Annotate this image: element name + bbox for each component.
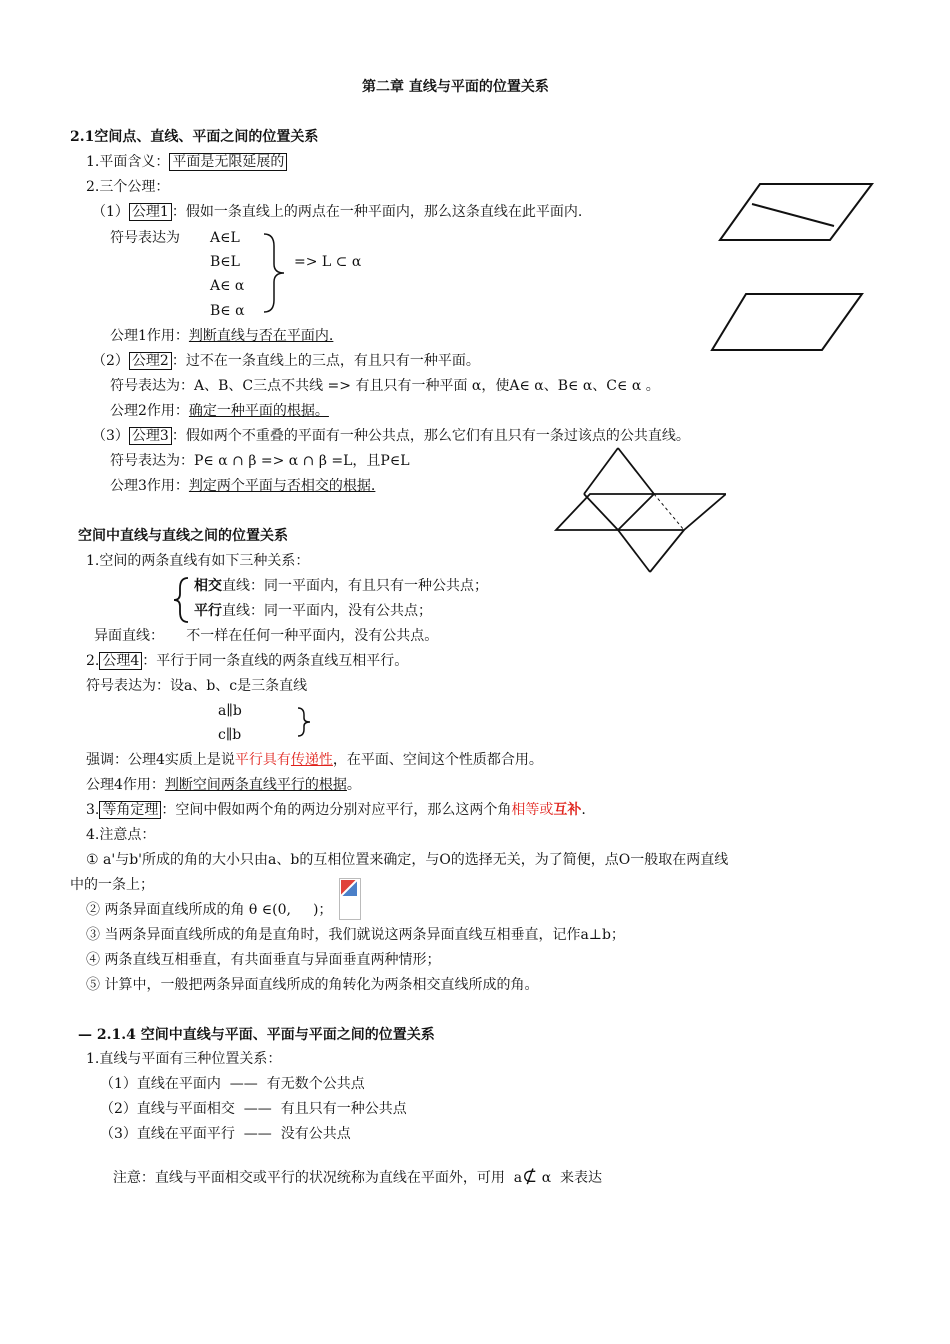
axiom-index: （3） xyxy=(92,428,129,444)
axiom-1-line-3: A∈ α xyxy=(210,278,245,294)
axiom-box: 公理3 xyxy=(129,427,172,445)
use-text: 判断直线与否在平面内. xyxy=(188,328,334,344)
axiom-4-symbol: 符号表达为：设a、b、c是三条直线 xyxy=(86,678,308,694)
intersecting-planes-figure xyxy=(554,446,726,574)
note-2 xyxy=(86,901,332,919)
use-label: 公理3作用： xyxy=(110,478,189,494)
axiom-text: ：假如两个不重叠的平面有一种公共点，那么它们有且只有一条过该点的公共直线。 xyxy=(171,428,690,444)
axiom-text: ：平行于同一条直线的两条直线互相平行。 xyxy=(142,653,409,669)
axiom-1-line-4: B∈ α xyxy=(210,303,245,319)
s214-position-3: （3）直线在平面平行 —— 没有公共点 xyxy=(100,1126,351,1142)
axiom-3 xyxy=(92,427,690,445)
note-suffix: α 来表达 xyxy=(537,1170,603,1186)
note-prefix: 注意：直线与平面相交或平行的状况统称为直线在平面外，可用 a xyxy=(112,1170,523,1186)
note-1a: ① a'与b'所成的角的大小只由a、b的互相位置来确定，与O的选择无关，为了简便，点O一般取在两直线 xyxy=(86,852,729,868)
s214-note xyxy=(104,1150,602,1187)
lines-item-3 xyxy=(86,801,586,819)
s214-position-1: （1）直线在平面内 —— 有无数个公共点 xyxy=(100,1076,365,1092)
brace-icon xyxy=(294,706,314,738)
axiom-4-line-2: c∥b xyxy=(218,727,242,743)
not-subset-symbol: ⊄ xyxy=(522,1166,538,1187)
axiom-1-result: => L ⊂ α xyxy=(294,254,362,270)
emphasis-suffix: ，在平面、空间这个性质都合用。 xyxy=(332,752,543,768)
axiom-text: ：假如一条直线上的两点在一种平面内，那么这条直线在此平面内. xyxy=(171,204,583,220)
theorem-end: . xyxy=(581,802,586,818)
use-text: 确定一种平面的根据。 xyxy=(188,403,329,419)
relation-text: 直线：同一平面内，没有公共点； xyxy=(222,603,432,619)
theorem-red-bold: 互补 xyxy=(553,802,582,818)
theorem-text: ：空间中假如两个角的两边分别对应平行，那么这两个角 xyxy=(161,802,512,818)
axiom-1 xyxy=(92,203,582,221)
axiom-1-line-2: B∈L xyxy=(210,254,240,270)
broken-image-icon xyxy=(339,878,361,920)
axiom-2 xyxy=(92,352,480,370)
s214-item-1: 1.直线与平面有三种位置关系： xyxy=(86,1051,282,1067)
item-label: 3. xyxy=(86,802,100,818)
item-plane-meaning xyxy=(86,153,287,171)
section-heading-lines: 空间中直线与直线之间的位置关系 xyxy=(78,528,288,544)
section-heading-2-1-4: — 2.1.4 空间中直线与平面、平面与平面之间的位置关系 xyxy=(78,1027,435,1043)
axiom-4-line-1: a∥b xyxy=(218,703,242,719)
axiom-1-symbol-label: 符号表达为 xyxy=(110,230,180,246)
lines-item-2 xyxy=(86,652,408,670)
use-text: 判定两个平面与否相交的根据. xyxy=(188,478,376,494)
emphasis-prefix: 强调：公理4实质上是说 xyxy=(86,752,235,768)
plane-figure xyxy=(708,290,868,356)
lines-item-1: 1.空间的两条直线有如下三种关系： xyxy=(86,553,310,569)
axiom-box: 公理4 xyxy=(99,652,142,670)
relation-text: 直线：同一平面内，有且只有一种公共点； xyxy=(222,578,488,594)
theorem-red: 相等 xyxy=(511,802,540,818)
axiom-1-line-1: A∈L xyxy=(210,230,240,246)
note-4: ④ 两条直线互相垂直，有共面垂直与异面垂直两种情形； xyxy=(86,952,441,968)
item-label: 1.平面含义： xyxy=(86,154,170,170)
page-title: 第二章 直线与平面的位置关系 xyxy=(362,79,549,95)
axiom-box: 公理2 xyxy=(129,352,172,370)
item-label: 2. xyxy=(86,653,100,669)
use-label: 公理1作用： xyxy=(110,328,189,344)
relation-skew: 异面直线： 不一样在任何一种平面内，没有公共点。 xyxy=(94,628,439,644)
boxed-term: 平面是无限延展的 xyxy=(169,153,287,171)
lines-item-4: 4.注意点： xyxy=(86,827,156,843)
brace-icon xyxy=(260,232,290,314)
emphasis-red: 平行具有 xyxy=(234,752,291,768)
brace-icon xyxy=(172,576,192,624)
axiom-index: （1） xyxy=(92,204,129,220)
axiom-index: （2） xyxy=(92,353,129,369)
relation-intersect xyxy=(194,577,488,595)
axiom-2-symbol: 符号表达为：A、B、C三点不共线 => 有且只有一种平面 α，使A∈ α、B∈ α、C∈ α 。 xyxy=(110,378,660,394)
note-3: ③ 当两条异面直线所成的角是直角时，我们就说这两条异面直线互相垂直，记作a⊥b； xyxy=(86,927,625,943)
axiom-1-use xyxy=(110,327,333,345)
theorem-red: 或 xyxy=(539,802,554,818)
use-text: 判断空间两条直线平行的根据 xyxy=(164,777,347,793)
s214-position-2: （2）直线与平面相交 —— 有且只有一种公共点 xyxy=(100,1101,407,1117)
item-three-axioms: 2.三个公理： xyxy=(86,179,170,195)
section-heading-2-1: 2.1空间点、直线、平面之间的位置关系 xyxy=(70,129,319,145)
plane-with-line-figure xyxy=(716,180,876,246)
note-1b: 中的一条上； xyxy=(70,877,154,893)
emphasis-red-underlined: 传递性 xyxy=(290,752,333,768)
note-5: ⑤ 计算中，一般把两条异面直线所成的角转化为两条相交直线所成的角。 xyxy=(86,977,539,993)
use-suffix: 。 xyxy=(346,777,361,793)
note-2-text: ② 两条异面直线所成的角 θ ∈(0, xyxy=(86,902,291,918)
axiom-2-use xyxy=(110,402,329,420)
emphasis-line xyxy=(86,751,543,769)
axiom-text: ：过不在一条直线上的三点，有且只有一种平面。 xyxy=(171,353,480,369)
relation-term: 平行 xyxy=(194,603,222,619)
axiom-box: 公理1 xyxy=(129,203,172,221)
axiom-3-symbol: 符号表达为：P∈ α ∩ β => α ∩ β =L，且P∈L xyxy=(110,453,410,469)
theorem-box: 等角定理 xyxy=(99,801,161,819)
use-label: 公理2作用： xyxy=(110,403,189,419)
note-2-end: )； xyxy=(312,902,333,918)
axiom-4-use xyxy=(86,776,361,794)
axiom-3-use xyxy=(110,477,375,495)
use-label: 公理4作用： xyxy=(86,777,165,793)
relation-term: 相交 xyxy=(194,578,222,594)
relation-parallel xyxy=(194,602,432,620)
